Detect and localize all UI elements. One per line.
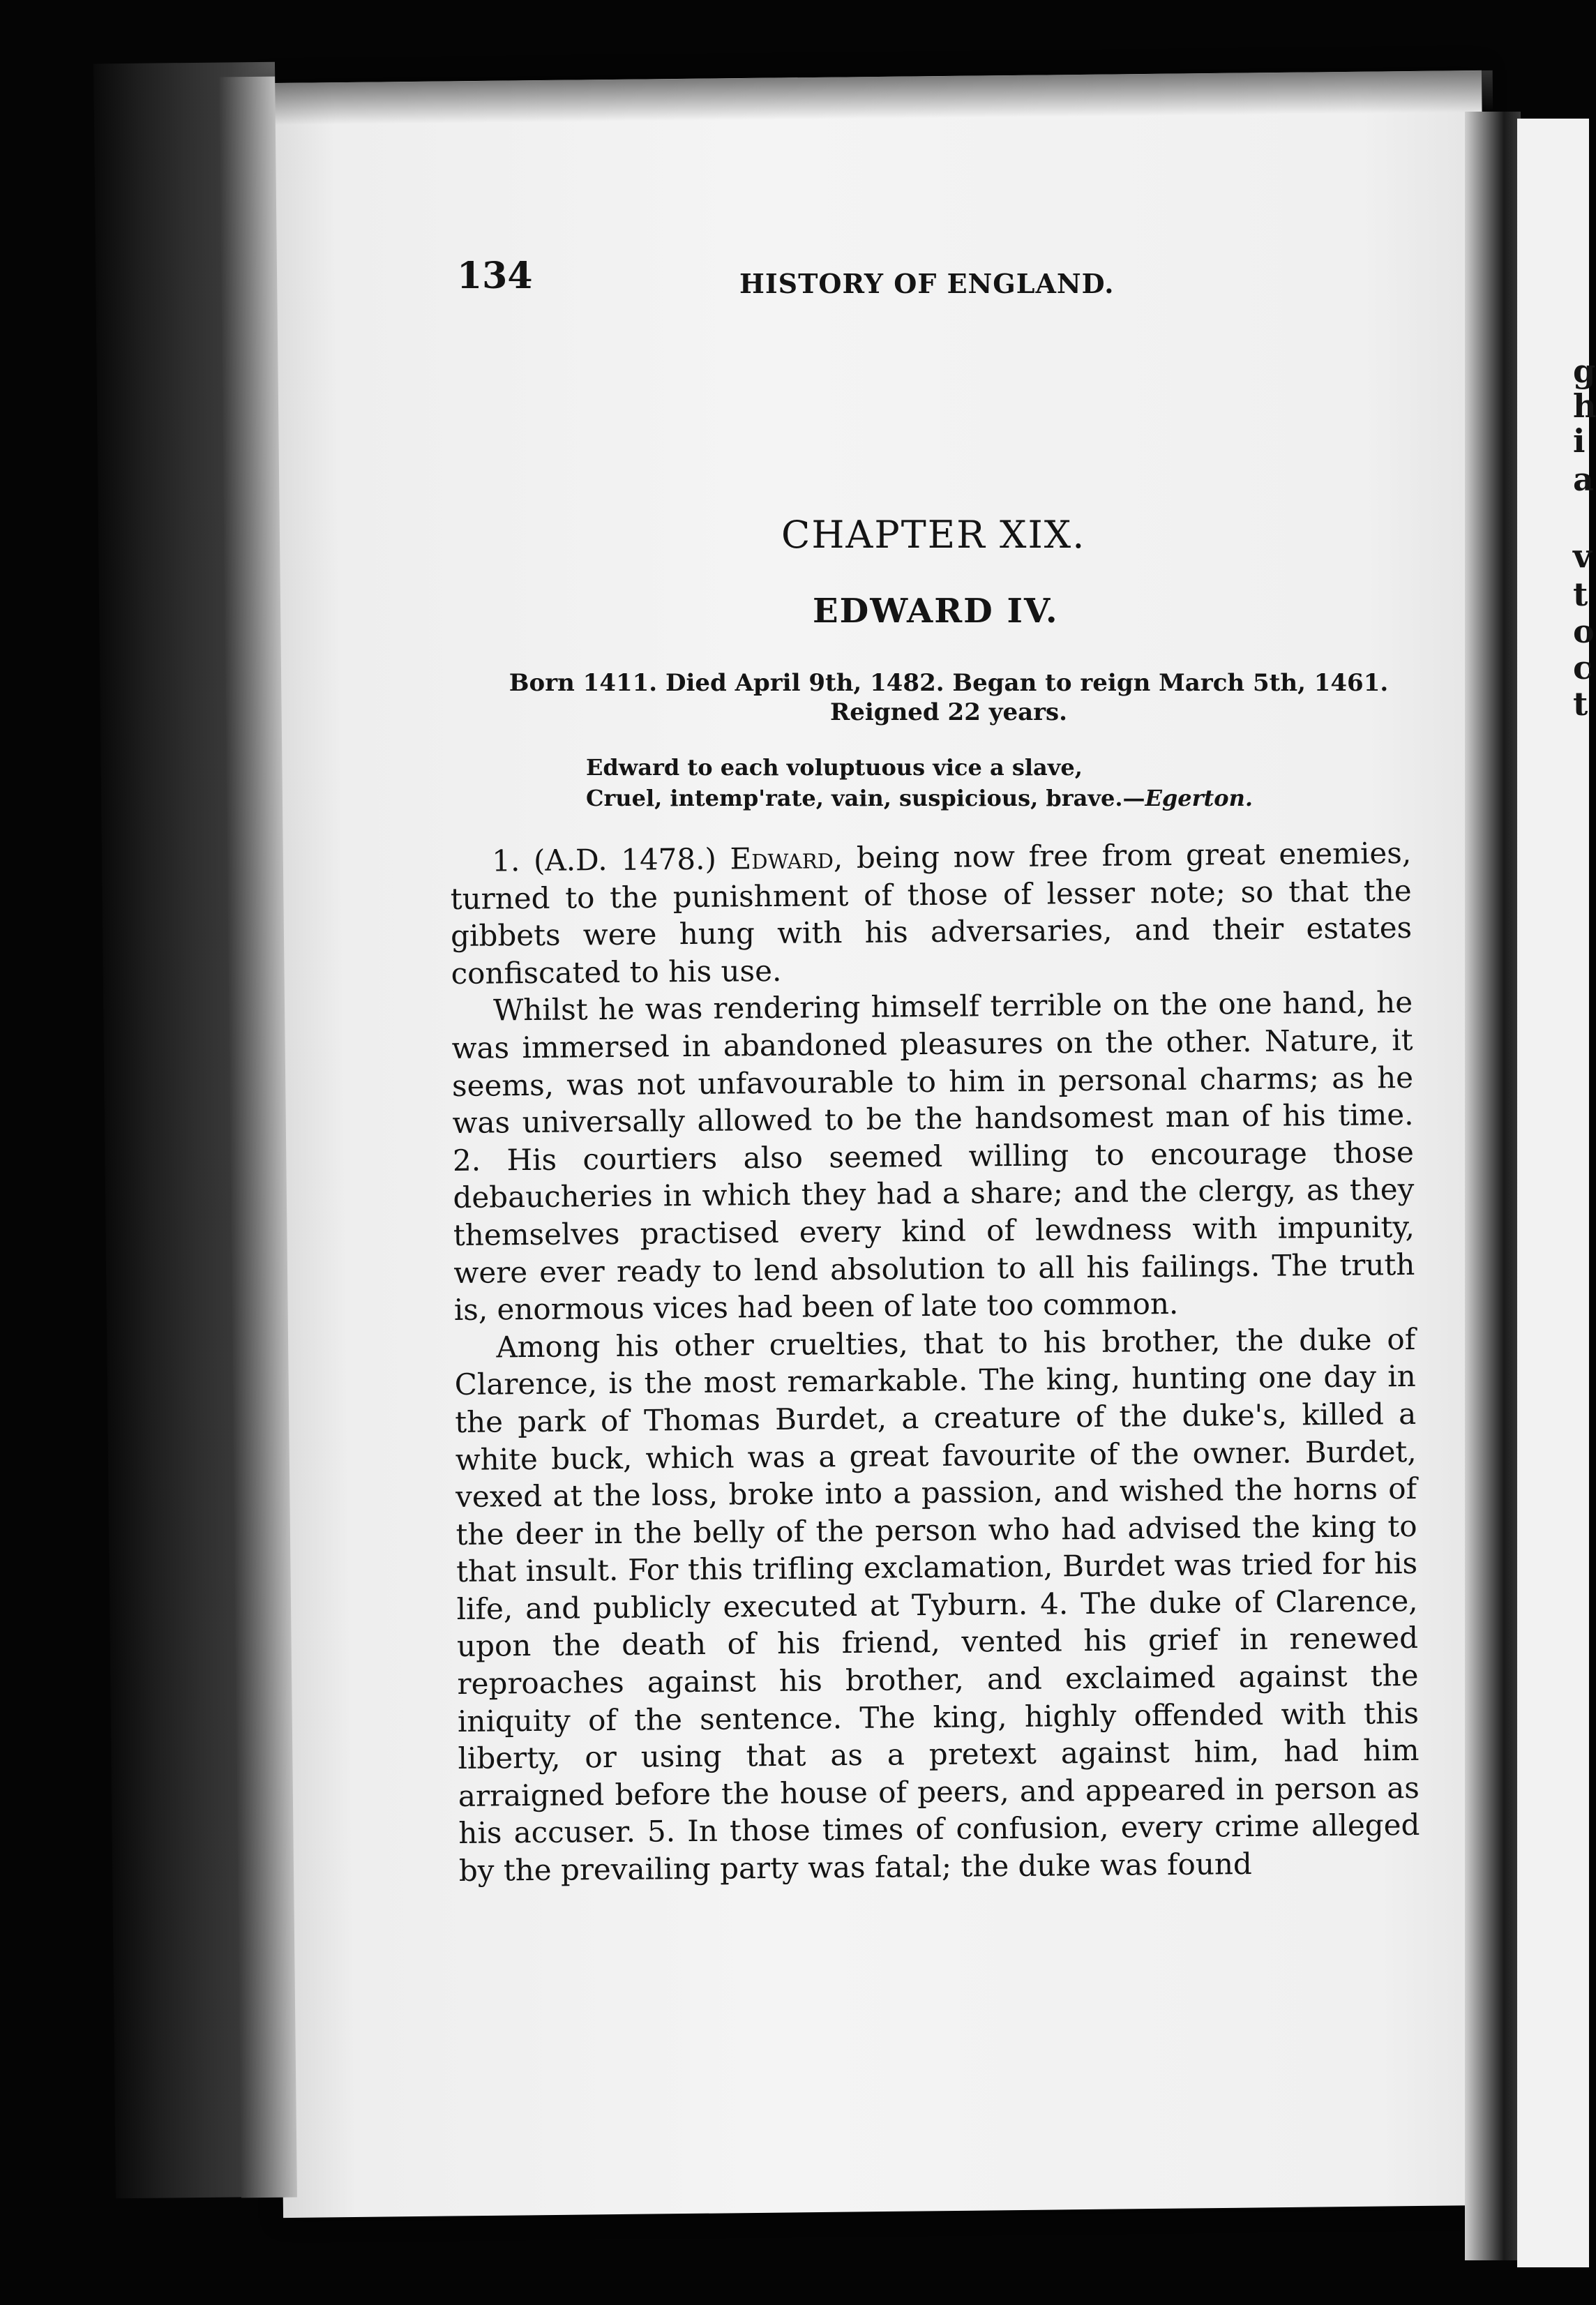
paragraph: Among his other cruelties, that to his brother, the duke of Clarence, is the most remarkable. The king, hunting one day in the park of Thomas Burdet, a creature of the duke's, killed a white buck, which was a great favourite of the owner. Burdet, vexed at the loss, broke into a passion, and wished the horns of the deer in the belly of the person who had advised the king to that insult. For this trifling exclamation, Burdet was tried for his life, and publicly executed at Tyburn. 4. The duke of Clarence, upon the death of his friend, vented his grief in renewed reproaches against his brother, and exclaimed against the iniquity of the sentence. The king, highly offended with this liberty, or using that as a pretext against him, had him arraigned before the house of peers, and appeared in person as his accuser. 5. In those times of confusion, every crime alleged by the prevailing party was fatal; the duke was found [454,1321,1420,1888]
name-small-caps: Edward [730,841,834,876]
reign-dates-line: Born 1411. Died April 9th, 1482. Began to reign March 5th, 1461. [509,669,1389,697]
running-title: HISTORY OF ENGLAND. [739,268,1115,299]
epigraph-author: Egerton. [1145,785,1253,811]
facing-page-letter: i [1573,422,1586,460]
facing-page-letter: c [1573,649,1593,686]
chapter-heading: CHAPTER XIX. [781,513,1086,557]
epigraph [586,752,1253,813]
facing-page-letter: h [1573,387,1596,425]
paragraph-lead: 1. (A.D. 1478.) [492,841,730,878]
facing-page-letter: g [1573,352,1596,390]
facing-page-letter: t [1573,685,1588,723]
paragraph: Whilst he was rendering himself terrible on the one hand, he was immersed in abandoned pleasures on the other. Nature, it seems, was not unfavourable to him in personal charms; as he was universally allowed to be the handsomest man of his time. 2. His courtiers also seemed willing to encourage those debaucheries in which they had a share; and the clergy, as they themselves practised every kind of lewdness with impunity, were ever ready to lend absolution to all his failings. The truth is, enormous vices had been of late too common. [451,985,1415,1328]
paragraph [450,834,1413,992]
facing-page-letter: o [1573,613,1595,650]
reign-dates [481,668,1416,727]
body-text [450,834,1420,1890]
facing-page-letter: t [1573,576,1588,613]
epigraph-line [586,783,1253,813]
page-number: 134 [457,255,533,297]
epigraph-text: Cruel, intemp'rate, vain, suspicious, brave.— [586,785,1145,811]
facing-page-letter: v [1573,537,1592,575]
reign-dates-line: Reigned 22 years. [830,698,1067,726]
paragraph-text: , being now free from great enemies, turned to the punishment of those of lesser note; so that the gibbets were hung with his adversaries, and their estates confiscated to his use. [450,835,1413,991]
epigraph-line: Edward to each voluptuous vice a slave, [586,754,1083,781]
facing-page-letter: a [1573,460,1594,498]
king-heading: EDWARD IV. [813,592,1059,631]
